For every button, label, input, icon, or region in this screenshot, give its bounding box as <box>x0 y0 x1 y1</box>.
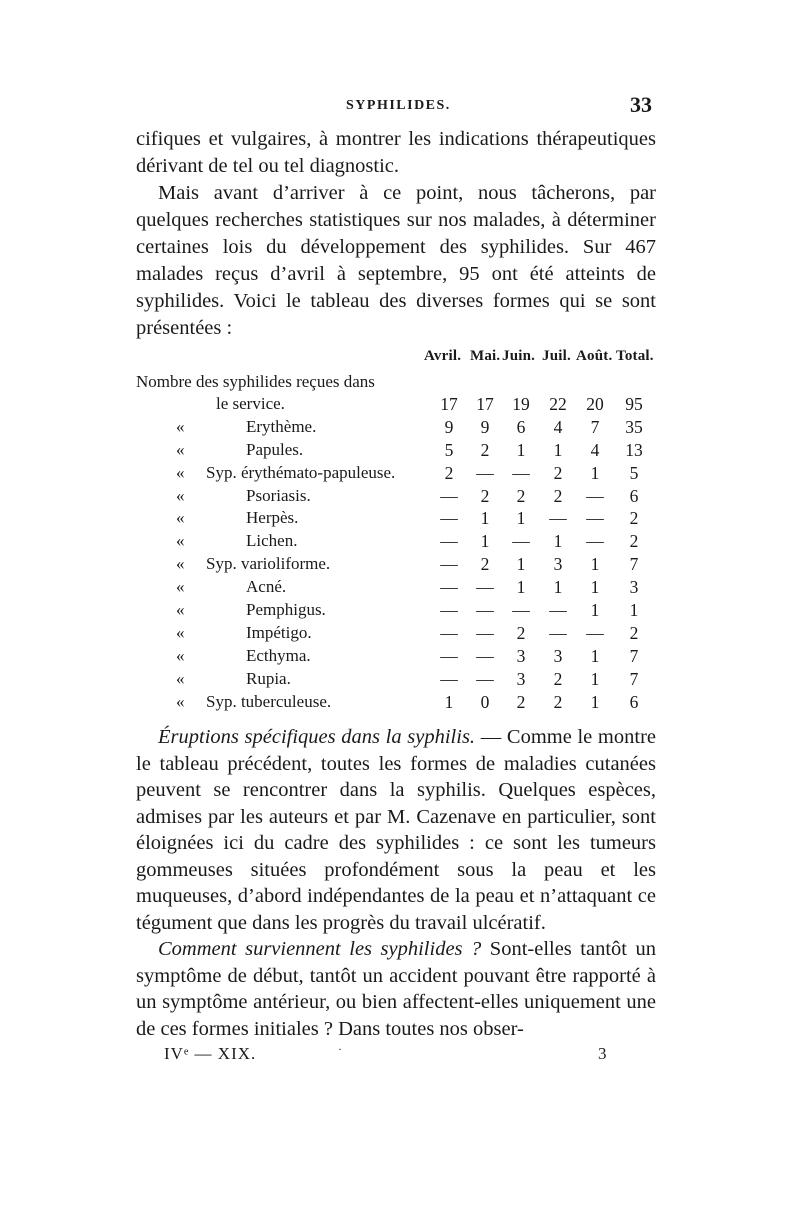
book-page <box>136 92 656 1072</box>
table-cell: — <box>440 508 458 529</box>
ditto-mark: « <box>176 668 185 688</box>
row-label: Papules. <box>246 439 304 459</box>
table-cell: 2 <box>629 531 639 552</box>
ditto-mark: « <box>176 577 185 597</box>
table-cell: 22 <box>549 394 567 414</box>
table-cell: — <box>440 622 458 643</box>
table-cell: 2 <box>629 508 639 529</box>
table-header <box>136 348 656 372</box>
table-cell: 3 <box>553 554 563 575</box>
table-cell: — <box>476 645 494 666</box>
table-cell: — <box>440 554 458 575</box>
table-cell: 2 <box>516 691 526 712</box>
eruptions-heading: Éruptions spécifiques dans la syphilis. <box>158 726 476 749</box>
table-cell: 2 <box>629 622 639 643</box>
table-cell: 2 <box>553 462 563 483</box>
table-cell: — <box>586 508 604 529</box>
table-body <box>136 394 656 714</box>
printer-signature: IVᵉ — XIX. <box>164 1044 257 1064</box>
table-cell: 3 <box>516 668 526 689</box>
table-cell: — <box>440 668 458 689</box>
table-cell: 1 <box>444 691 454 712</box>
table-cell: — <box>476 668 494 689</box>
comment-text: Sont-elles tantôt un symptôme de début, tantôt un accident pouvant être rapporté à un symptôme antérieur, ou bien affectent-elles uniquement une de ces formes initiales ? Dans toutes nos obser- <box>136 938 656 1040</box>
page-number: 33 <box>630 92 652 117</box>
table-cell: 2 <box>480 554 490 575</box>
table-cell: 35 <box>625 416 643 437</box>
table-cell: 1 <box>590 668 600 689</box>
table-row <box>136 417 656 440</box>
table-cell: — <box>476 622 494 643</box>
table-cell: 1 <box>516 577 526 598</box>
table-cell: 2 <box>480 485 490 506</box>
footer-mark: · <box>338 1042 342 1057</box>
ditto-mark: « <box>176 554 185 574</box>
column-header-august: Août. <box>576 348 613 364</box>
table-cell: 19 <box>512 394 530 414</box>
table-cell: 1 <box>590 462 600 483</box>
table-row <box>136 554 656 577</box>
table-cell: — <box>440 485 458 506</box>
table-cell: 13 <box>625 439 643 460</box>
table-cell: 5 <box>629 462 639 483</box>
table-cell: 1 <box>553 577 563 598</box>
table-cell: — <box>549 622 567 643</box>
row-label: Pemphigus. <box>246 600 326 620</box>
table-cell: 1 <box>480 531 490 552</box>
table-cell: 1 <box>553 439 563 460</box>
table-cell: 2 <box>480 439 490 460</box>
page-footer <box>136 1042 656 1072</box>
table-cell: 1 <box>516 439 526 460</box>
row-label: Erythème. <box>246 416 317 436</box>
comment-heading: Comment surviennent les syphilides ? <box>158 938 482 961</box>
table-cell: 17 <box>476 394 494 414</box>
ditto-mark: « <box>176 462 185 482</box>
table-cell: 1 <box>590 554 600 575</box>
table-cell: 17 <box>440 394 458 414</box>
row-label: Ecthyma. <box>246 645 311 665</box>
table-cell: 7 <box>629 645 639 666</box>
table-cell: 2 <box>553 668 563 689</box>
table-cell: 6 <box>516 416 526 437</box>
table-row <box>136 440 656 463</box>
table-cell: 2 <box>553 485 563 506</box>
column-header-june: Juin. <box>502 348 536 364</box>
table-row <box>136 646 656 669</box>
ditto-mark: « <box>176 622 185 642</box>
paragraph-continued: cifiques et vulgaires, à montrer les indications thérapeutiques dérivant de tel ou tel diagnostic. <box>136 128 656 177</box>
table-row <box>136 463 656 486</box>
column-header-may: Mai. <box>470 348 501 364</box>
paragraph-eruptions <box>136 724 656 936</box>
paragraph-comment <box>136 936 656 1042</box>
table-caption: Nombre des syphilides reçues dans <box>136 372 375 391</box>
table-row <box>136 508 656 531</box>
table-cell: — <box>586 531 604 552</box>
table-row <box>136 692 656 715</box>
ditto-mark: « <box>176 508 185 528</box>
table-cell: — <box>440 531 458 552</box>
paragraph-statistics: Mais avant d’arriver à ce point, nous tâcherons, par quelques recherches statistiques sur nos malades, à déterminer certaines lois du développement des syphilides. Sur 467 malades reçus d’avril à septembre, 95 ont été atteints de syphilides. Voici le tableau des diverses formes qui se sont présentées : <box>136 182 656 339</box>
ditto-mark: « <box>176 531 185 551</box>
row-label: le service. <box>216 394 285 413</box>
column-header-july: Juil. <box>542 348 571 364</box>
row-label: Herpès. <box>246 508 299 528</box>
row-label: Acné. <box>246 577 287 597</box>
sheet-number: 3 <box>598 1044 607 1064</box>
table-row <box>136 486 656 509</box>
row-label: Psoriasis. <box>246 485 311 505</box>
eruptions-text: — Comme le montre le tableau précédent, toutes les formes de maladies cutanées peuvent se rencontrer dans la syphilis. Quelques espèces, admises par les auteurs et par M. Cazenave en particulier, sont éloignées ici du cadre des syphilides : ce sont les tumeurs gommeuses situées profondément sous la peau et les muqueuses, d’abord indépendantes de la peau et n’attaquant ce tégument que dans les progrès du travail ulcératif. <box>136 726 656 934</box>
table-cell: 7 <box>590 416 600 437</box>
table-cell: 2 <box>553 691 563 712</box>
row-label: Syp. tuberculeuse. <box>206 691 332 711</box>
table-cell: — <box>440 645 458 666</box>
table-cell: 1 <box>590 600 600 621</box>
table-row <box>136 623 656 646</box>
table-cell: 1 <box>590 691 600 712</box>
table-row <box>136 577 656 600</box>
table-cell: 1 <box>590 645 600 666</box>
table-cell: 3 <box>553 645 563 666</box>
section-eruptions <box>136 724 656 1042</box>
table-cell: 4 <box>553 416 563 437</box>
row-label: Lichen. <box>246 531 298 551</box>
table-cell: — <box>440 577 458 598</box>
table-cell: — <box>476 462 494 483</box>
table-cell: 95 <box>625 394 643 414</box>
row-label: Rupia. <box>246 668 291 688</box>
table-cell: — <box>512 600 530 621</box>
table-cell: — <box>549 508 567 529</box>
table-cell: 3 <box>516 645 526 666</box>
table-cell: 0 <box>480 691 490 712</box>
table-row <box>136 669 656 692</box>
table-cell: 6 <box>629 691 639 712</box>
table-cell: 20 <box>586 394 604 414</box>
table-cell: — <box>440 600 458 621</box>
table-cell: — <box>476 577 494 598</box>
table-row <box>136 531 656 554</box>
table-cell: — <box>476 600 494 621</box>
table-cell: 1 <box>629 600 639 621</box>
table-cell: 2 <box>516 485 526 506</box>
table-row <box>136 600 656 623</box>
row-label: Syp. varioliforme. <box>206 554 331 574</box>
syphilides-table <box>136 348 656 714</box>
column-header-april: Avril. <box>424 348 462 364</box>
table-cell: 2 <box>516 622 526 643</box>
running-title: SYPHILIDES. <box>346 98 451 113</box>
table-cell: 1 <box>590 577 600 598</box>
ditto-mark: « <box>176 439 185 459</box>
table-cell: 1 <box>553 531 563 552</box>
table-cell: 7 <box>629 554 639 575</box>
ditto-mark: « <box>176 645 185 665</box>
table-cell: 5 <box>444 439 454 460</box>
ditto-mark: « <box>176 691 185 711</box>
ditto-mark: « <box>176 485 185 505</box>
table-cell: 1 <box>480 508 490 529</box>
table-cell: 6 <box>629 485 639 506</box>
row-label: Syp. érythémato-papuleuse. <box>206 462 396 482</box>
ditto-mark: « <box>176 416 185 436</box>
table-cell: 4 <box>590 439 600 460</box>
table-cell: — <box>512 462 530 483</box>
row-label: Impétigo. <box>246 622 312 642</box>
table-cell: — <box>512 531 530 552</box>
column-header-total: Total. <box>616 348 654 364</box>
table-cell: 1 <box>516 508 526 529</box>
table-cell: — <box>586 622 604 643</box>
table-cell: — <box>586 485 604 506</box>
table-cell: 9 <box>480 416 490 437</box>
running-head <box>136 92 656 126</box>
table-cell: 3 <box>629 577 639 598</box>
table-cell: 9 <box>444 416 454 437</box>
table-row <box>136 394 656 417</box>
table-cell: 2 <box>444 462 454 483</box>
table-cell: 7 <box>629 668 639 689</box>
ditto-mark: « <box>176 600 185 620</box>
table-cell: 1 <box>516 554 526 575</box>
table-cell: — <box>549 600 567 621</box>
